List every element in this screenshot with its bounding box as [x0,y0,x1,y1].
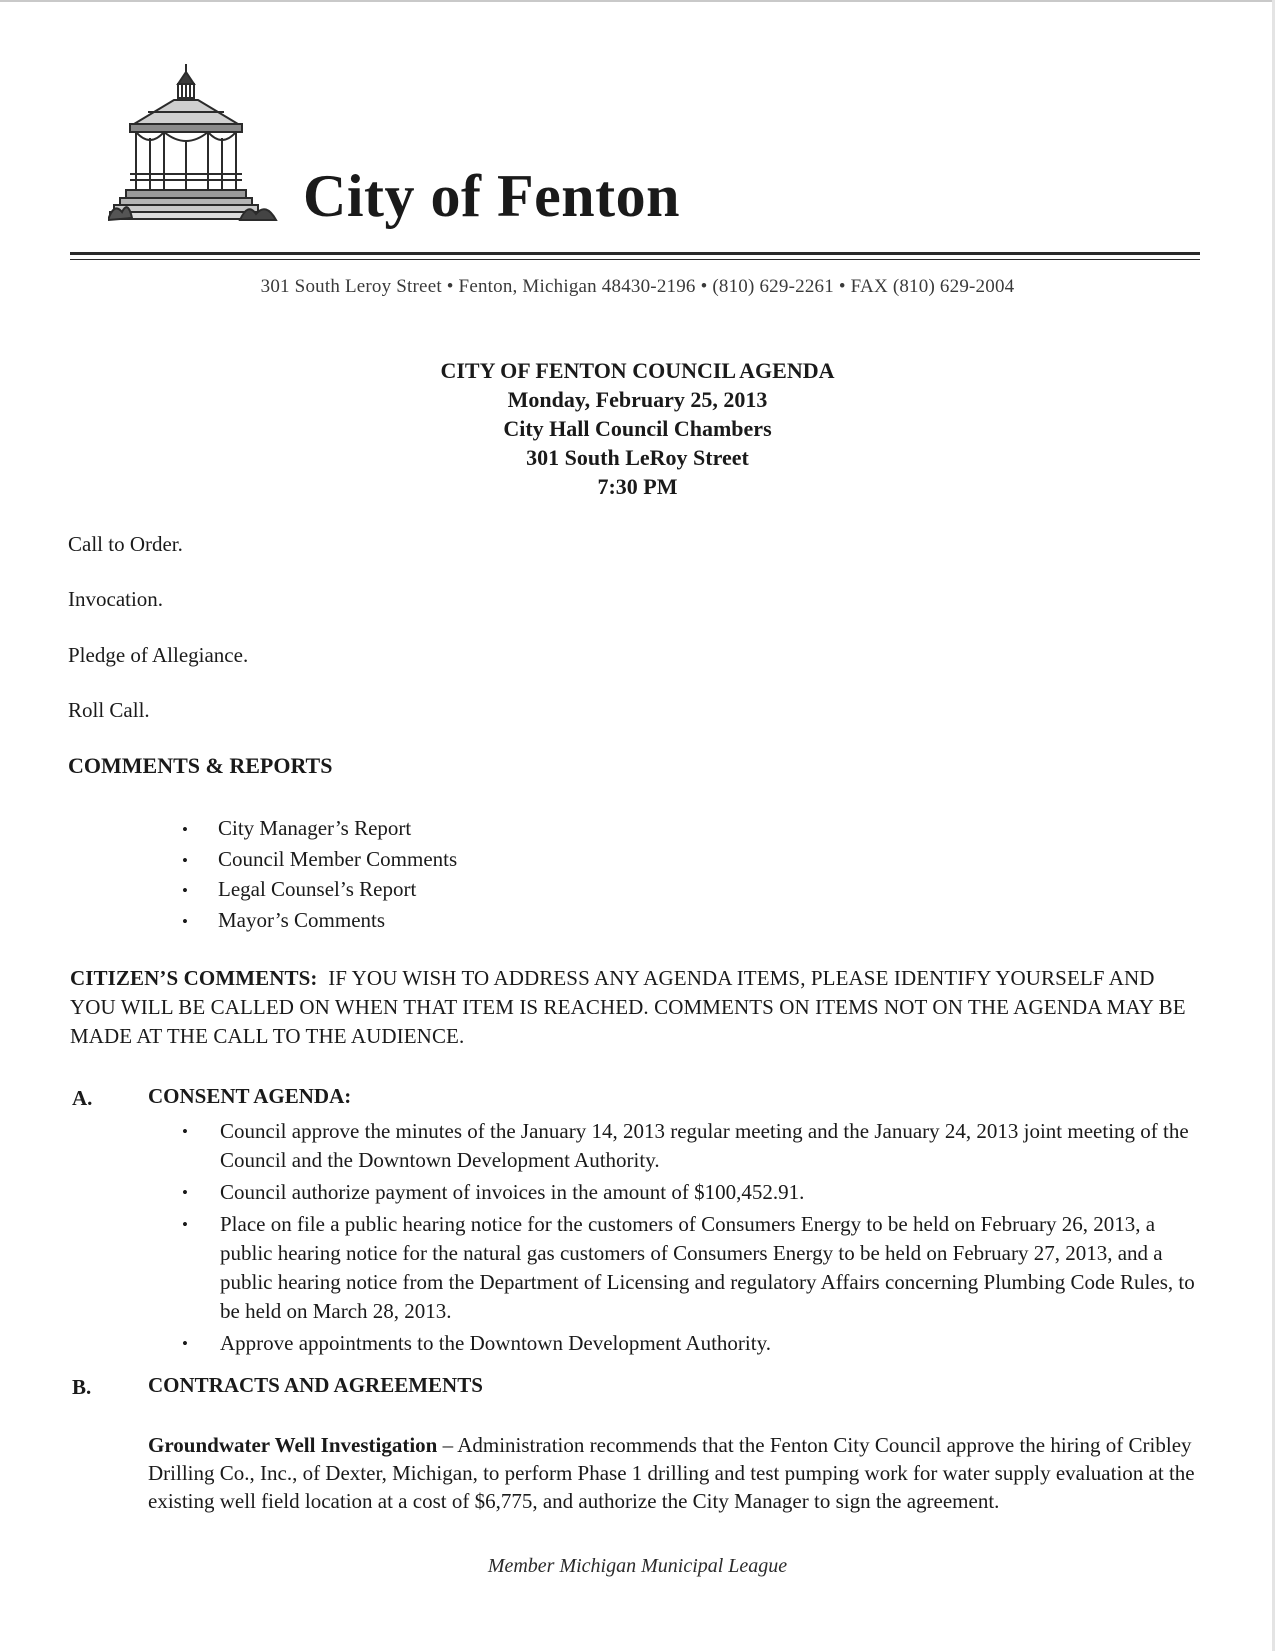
consent-item-minutes: Council approve the minutes of the January 14, 2013 regular meeting and the January 24, 2013 joint meeting of the Council and the Downtown Development Authority. [220,1119,1189,1172]
bullet-icon: • [182,851,188,870]
address-line: 301 South Leroy Street • Fenton, Michigan 48430-2196 • (810) 629-2261 • FAX (810) 629-2004 [260,276,1015,297]
meeting-address: 301 South LeRoy Street [526,445,749,470]
report-item-city-manager: City Manager’s Report [218,816,412,840]
bullet-icon: • [182,1334,188,1353]
meeting-time: 7:30 PM [597,474,678,499]
list-item [182,1329,1202,1358]
agenda-header [0,356,1275,501]
roll-call: Roll Call. [68,698,150,722]
consent-agenda-list [182,1117,1202,1361]
section-a-letter: A. [72,1086,93,1110]
bullet-icon: • [182,1215,188,1234]
consent-item-hearing-notices: Place on file a public hearing notice for the customers of Consumers Energy to be held on February 26, 2013, a public hearing notice for the natural gas customers of Consumers Energy to be held on February 27, 2013, and a public hearing notice from the Department of Licensing and regulatory Affairs concerning Plumbing Code Rules, to be held on March 28, 2013. [220,1212,1195,1323]
bullet-icon: • [182,881,188,900]
contract-groundwater-well [148,1431,1198,1515]
report-item-council-member: Council Member Comments [218,847,458,871]
header-rule-thick [70,252,1200,255]
scan-edge-top [0,0,1275,2]
comments-reports-heading: COMMENTS & REPORTS [68,753,333,778]
section-a-title: CONSENT AGENDA: [148,1084,352,1108]
meeting-date: Monday, February 25, 2013 [507,387,768,412]
invocation: Invocation. [68,587,164,611]
bullet-icon: • [182,820,188,839]
contract-item-text: – Administration recommends that the Fenton City Council approve the hiring of Cribley Drilling Co., Inc., of Dexter, Michigan, to perform Phase 1 drilling and test pumping work for water supply evaluation at the existing well field location at a cost of $6,775, and authorize the City Manager to sign the agreement. [148,1433,1195,1513]
city-title: City of Fenton [303,163,680,229]
list-item [182,1178,1202,1207]
consent-item-invoices: Council authorize payment of invoices in the amount of $100,452.91. [220,1180,805,1204]
meeting-location: City Hall Council Chambers [503,416,772,441]
footer-membership: Member Michigan Municipal League [487,1555,788,1577]
list-item [182,1117,1202,1175]
call-to-order: Call to Order. [68,532,183,556]
header-rule-thin [70,259,1200,260]
bullet-icon: • [182,1183,188,1202]
consent-item-appointments: Approve appointments to the Downtown Development Authority. [220,1331,771,1355]
gazebo-logo-icon [108,62,280,230]
section-b-letter: B. [72,1375,92,1399]
citizen-comments-text: IF YOU WISH TO ADDRESS ANY AGENDA ITEMS, PLEASE IDENTIFY YOURSELF AND YOU WILL BE CALLED ON WHEN THAT ITEM IS REACHED. COMMENTS ON ITEMS NOT ON THE AGENDA MAY BE MADE AT THE CALL TO THE AUDIENCE. [70,966,1186,1048]
agenda-title: CITY OF FENTON COUNCIL AGENDA [440,358,835,383]
list-item [182,1210,1202,1326]
report-item-mayor: Mayor’s Comments [218,908,386,932]
contract-item-title: Groundwater Well Investigation [148,1433,438,1457]
pledge-of-allegiance: Pledge of Allegiance. [68,643,249,667]
bullet-icon: • [182,1122,188,1141]
section-b-title: CONTRACTS AND AGREEMENTS [148,1373,483,1397]
report-item-legal-counsel: Legal Counsel’s Report [218,877,417,901]
citizen-comments-label: CITIZEN’S COMMENTS: [70,966,318,990]
citizen-comments [70,964,1190,1051]
bullet-icon: • [182,912,188,931]
